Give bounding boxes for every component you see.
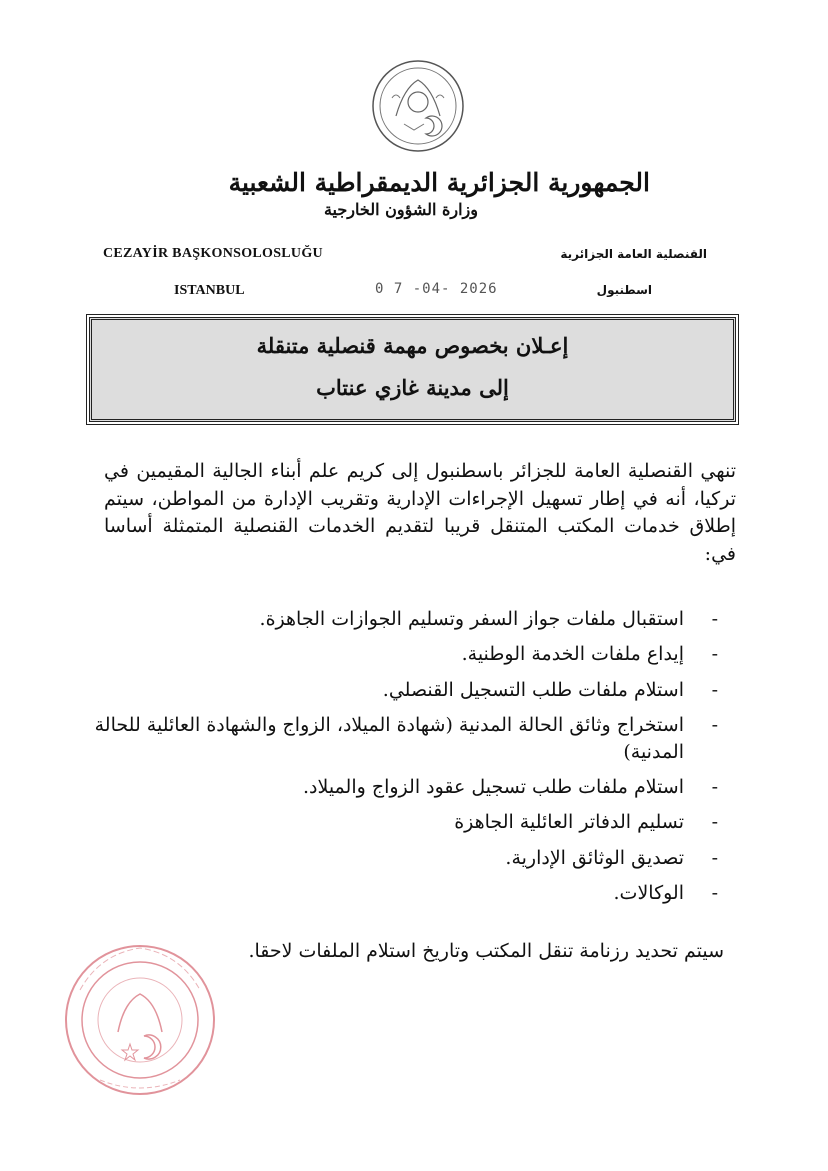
national-emblem-icon bbox=[366, 58, 470, 154]
notice-title-line2: إلى مدينة غازي عنتاب bbox=[316, 375, 509, 400]
consulate-name-latin: CEZAYİR BAŞKONSOLOSLUĞU bbox=[103, 246, 323, 261]
list-item: - استلام ملفات طلب التسجيل القنصلي. bbox=[382, 678, 718, 701]
list-item: - استخراج وثائق الحالة المدنية (شهادة الميلاد، الزواج والشهادة العائلية للحالة المدنية) bbox=[94, 713, 718, 763]
service-text: استلام ملفات طلب تسجيل عقود الزواج والميلاد. bbox=[302, 776, 684, 799]
notice-title-box bbox=[89, 317, 736, 422]
intro-paragraph: تنهي القنصلية العامة للجزائر باسطنبول إلى كريم علم أبناء الجالية المقيمين في تركيا، أنه في إطار تسهيل الإجراءات الإدارية وتقريب الإدارة من المواطن، سيتم إطلاق خدمات المكتب المتنقل قريبا لتقديم الخدمات القنصلية المتمثلة أساسا في: bbox=[104, 460, 737, 565]
services-list bbox=[78, 606, 718, 915]
service-text: الوكالات. bbox=[613, 882, 684, 905]
notice-title-line1: إعـلان بخصوص مهمة قنصلية متنقلة bbox=[256, 333, 569, 358]
city-arabic: اسطنبول bbox=[596, 283, 652, 297]
list-item: - استلام ملفات طلب تسجيل عقود الزواج والميلاد. bbox=[302, 776, 718, 799]
list-item: - تصديق الوثائق الإدارية. bbox=[505, 846, 718, 869]
service-text: استخراج وثائق الحالة المدنية (شهادة الميلاد، الزواج والشهادة العائلية للحالة المدنية) bbox=[94, 713, 684, 763]
service-text: استلام ملفات طلب التسجيل القنصلي. bbox=[382, 678, 684, 701]
service-text: تصديق الوثائق الإدارية. bbox=[505, 846, 684, 869]
consulate-stamp-icon bbox=[60, 940, 220, 1100]
service-text: إيداع ملفات الخدمة الوطنية. bbox=[461, 643, 684, 666]
service-text: تسليم الدفاتر العائلية الجاهزة bbox=[454, 811, 684, 834]
ministry-name: وزارة الشؤون الخارجية bbox=[323, 200, 478, 219]
document-date: 0 7 -04- 2026 bbox=[375, 281, 498, 297]
closing-paragraph: سيتم تحديد رزنامة تنقل المكتب وتاريخ استلام الملفات لاحقا. bbox=[248, 940, 724, 962]
service-text: استقبال ملفات جواز السفر وتسليم الجوازات الجاهزة. bbox=[259, 608, 684, 630]
list-item: - إيداع ملفات الخدمة الوطنية. bbox=[461, 643, 718, 666]
list-item: - الوكالات. bbox=[613, 882, 718, 905]
list-item: - تسليم الدفاتر العائلية الجاهزة bbox=[454, 811, 718, 834]
list-item: - استقبال ملفات جواز السفر وتسليم الجوازات الجاهزة. bbox=[259, 608, 718, 630]
consulate-name-arabic: القنصلية العامة الجزائرية bbox=[560, 247, 707, 261]
republic-title: الجمهورية الجزائرية الديمقراطية الشعبية bbox=[228, 168, 650, 197]
city-latin: ISTANBUL bbox=[174, 283, 245, 298]
